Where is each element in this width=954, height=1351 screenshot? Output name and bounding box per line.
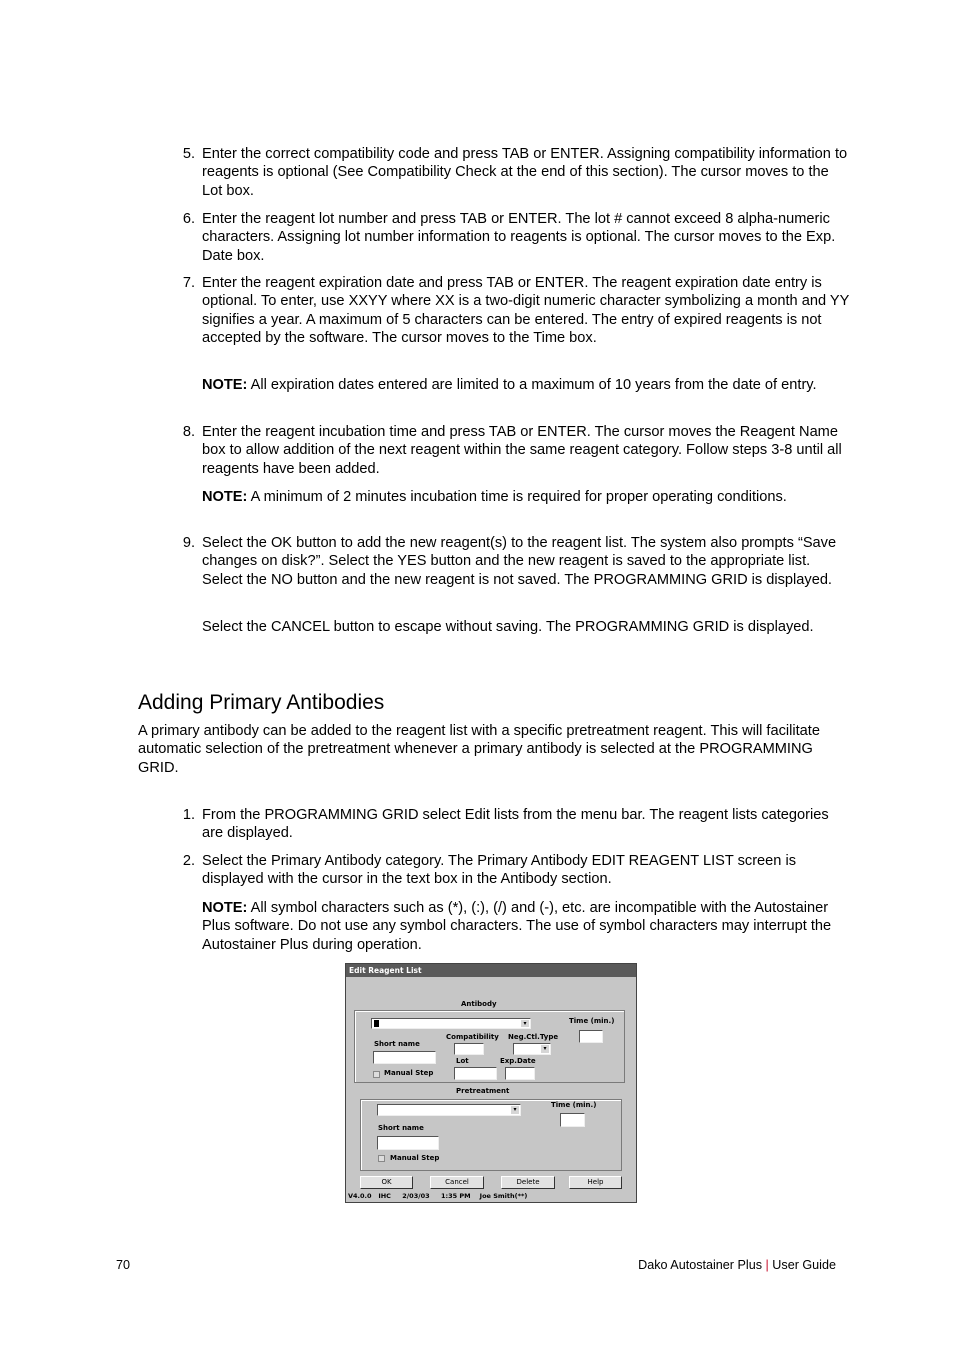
pretreatment-short-name-label: Short name xyxy=(378,1124,424,1132)
note-text xyxy=(202,488,850,506)
step-text: From the PROGRAMMING GRID select Edit lists from the menu bar. The reagent lists categories are displayed. xyxy=(202,807,829,842)
antibody-dropdown[interactable] xyxy=(371,1018,531,1029)
note-body: A minimum of 2 minutes incubation time is required for proper operating conditions. xyxy=(247,489,787,505)
compatibility-input[interactable] xyxy=(454,1043,484,1055)
note-label: NOTE: xyxy=(202,489,248,505)
step-text: Select the Primary Antibody category. The Primary Antibody EDIT REAGENT LIST screen is displayed with the cursor in the text box in the Antibody section. xyxy=(202,853,796,888)
short-name-label: Short name xyxy=(374,1040,420,1048)
footer-doc: User Guide xyxy=(768,1258,836,1272)
section-heading: Adding Primary Antibodies xyxy=(138,691,385,715)
pretreatment-short-name-input[interactable] xyxy=(377,1136,439,1150)
pretreatment-manual-step-label: Manual Step xyxy=(390,1154,440,1162)
note-text xyxy=(202,899,850,954)
neg-ctl-type-label: Neg.Ctl.Type xyxy=(508,1033,559,1041)
step-number: 9. xyxy=(182,535,195,551)
note-label: NOTE: xyxy=(202,900,248,916)
step-number: 1. xyxy=(182,807,195,823)
footer-doc-title xyxy=(638,1258,836,1273)
note-body: All expiration dates entered are limited to a maximum of 10 years from the date of entry. xyxy=(247,377,817,393)
step-text: Enter the reagent lot number and press TAB or ENTER. The lot # cannot exceed 8 alpha-numeric characters. Assigning lot number information to reagents is optional. The cursor moves to the Exp. Date box. xyxy=(202,211,836,264)
note-label: NOTE: xyxy=(202,377,248,393)
step-number: 5. xyxy=(182,146,195,162)
status-bar: V4.0.0 IHC 2/03/03 1:35 PM Joe Smith(**) xyxy=(348,1192,528,1200)
step-number: 8. xyxy=(182,424,195,440)
chevron-down-icon[interactable]: ▾ xyxy=(521,1020,529,1027)
page-number: 70 xyxy=(116,1258,131,1272)
chevron-down-icon[interactable]: ▾ xyxy=(511,1106,519,1114)
note-body: All symbol characters such as (*), (:), (/) and (-), etc. are incompatible with the Autostainer Plus software. Do not use any symbol characters. The use of symbol characters may interrupt the Autostainer Plus during operation. xyxy=(202,900,832,953)
intro-paragraph: A primary antibody can be added to the reagent list with a specific pretreatment reagent. This will facilitate automatic selection of the pretreatment whenever a primary antibody is selected at the PROGRAMMING GRID. xyxy=(138,723,820,776)
delete-button[interactable]: Delete xyxy=(501,1176,555,1189)
chevron-down-icon[interactable]: ▾ xyxy=(541,1045,549,1053)
exp-date-label: Exp.Date xyxy=(500,1057,536,1065)
pretreatment-manual-step-checkbox[interactable] xyxy=(378,1155,385,1162)
paragraph-text: Select the CANCEL button to escape without saving. The PROGRAMMING GRID is displayed. xyxy=(202,619,814,635)
exp-date-input[interactable] xyxy=(505,1067,535,1080)
time-input[interactable] xyxy=(579,1030,603,1043)
note-text xyxy=(202,376,850,394)
pretreatment-group-label: Pretreatment xyxy=(456,1087,510,1095)
pretreatment-dropdown[interactable] xyxy=(377,1104,521,1116)
edit-reagent-list-dialog xyxy=(345,963,637,1203)
step-text: Enter the correct compatibility code and press TAB or ENTER. Assigning compatibility information to reagents is optional (See Compatibility Check at the end of this section). The cursor moves to the Lot box. xyxy=(202,146,848,199)
footer-separator: | xyxy=(765,1258,769,1272)
step-text: Select the OK button to add the new reagent(s) to the reagent list. The system also prompts “Save changes on disk?”. Select the YES button and the new reagent is saved to the appropriate list. Select the NO button and the new reagent is not saved. The PROGRAMMING GRID is displayed. xyxy=(202,535,837,588)
cancel-button[interactable]: Cancel xyxy=(430,1176,484,1189)
lot-input[interactable] xyxy=(454,1067,497,1080)
footer-product: Dako Autostainer Plus xyxy=(638,1258,766,1272)
antibody-group-label: Antibody xyxy=(461,1000,497,1008)
text-cursor xyxy=(374,1020,379,1027)
compatibility-label: Compatibility xyxy=(446,1033,499,1041)
neg-ctl-type-dropdown[interactable] xyxy=(513,1043,551,1055)
manual-step-label: Manual Step xyxy=(384,1069,434,1077)
step-number: 2. xyxy=(182,853,195,869)
pretreatment-time-input[interactable] xyxy=(560,1113,585,1127)
lot-label: Lot xyxy=(456,1057,469,1065)
short-name-input[interactable] xyxy=(373,1051,436,1064)
ok-button[interactable]: OK xyxy=(360,1176,413,1189)
time-label: Time (min.) xyxy=(569,1017,615,1025)
dialog-title: Edit Reagent List xyxy=(346,964,636,977)
pretreatment-time-label: Time (min.) xyxy=(551,1101,597,1109)
step-text: Enter the reagent incubation time and press TAB or ENTER. The cursor moves the Reagent Name box to allow addition of the next reagent within the same reagent category. Follow steps 3-8 until all reagents have been added. xyxy=(202,424,842,477)
manual-step-checkbox[interactable] xyxy=(373,1071,380,1078)
step-number: 6. xyxy=(182,211,195,227)
step-number: 7. xyxy=(182,275,195,291)
help-button[interactable]: Help xyxy=(569,1176,622,1189)
step-text: Enter the reagent expiration date and press TAB or ENTER. The reagent expiration date entry is optional. To enter, use XXYY where XX is a two-digit numeric character symbolizing a month and YY signifies a year. A maximum of 5 characters can be entered. The entry of expired reagents is not accepted by the software. The cursor moves to the Time box. xyxy=(202,275,850,347)
